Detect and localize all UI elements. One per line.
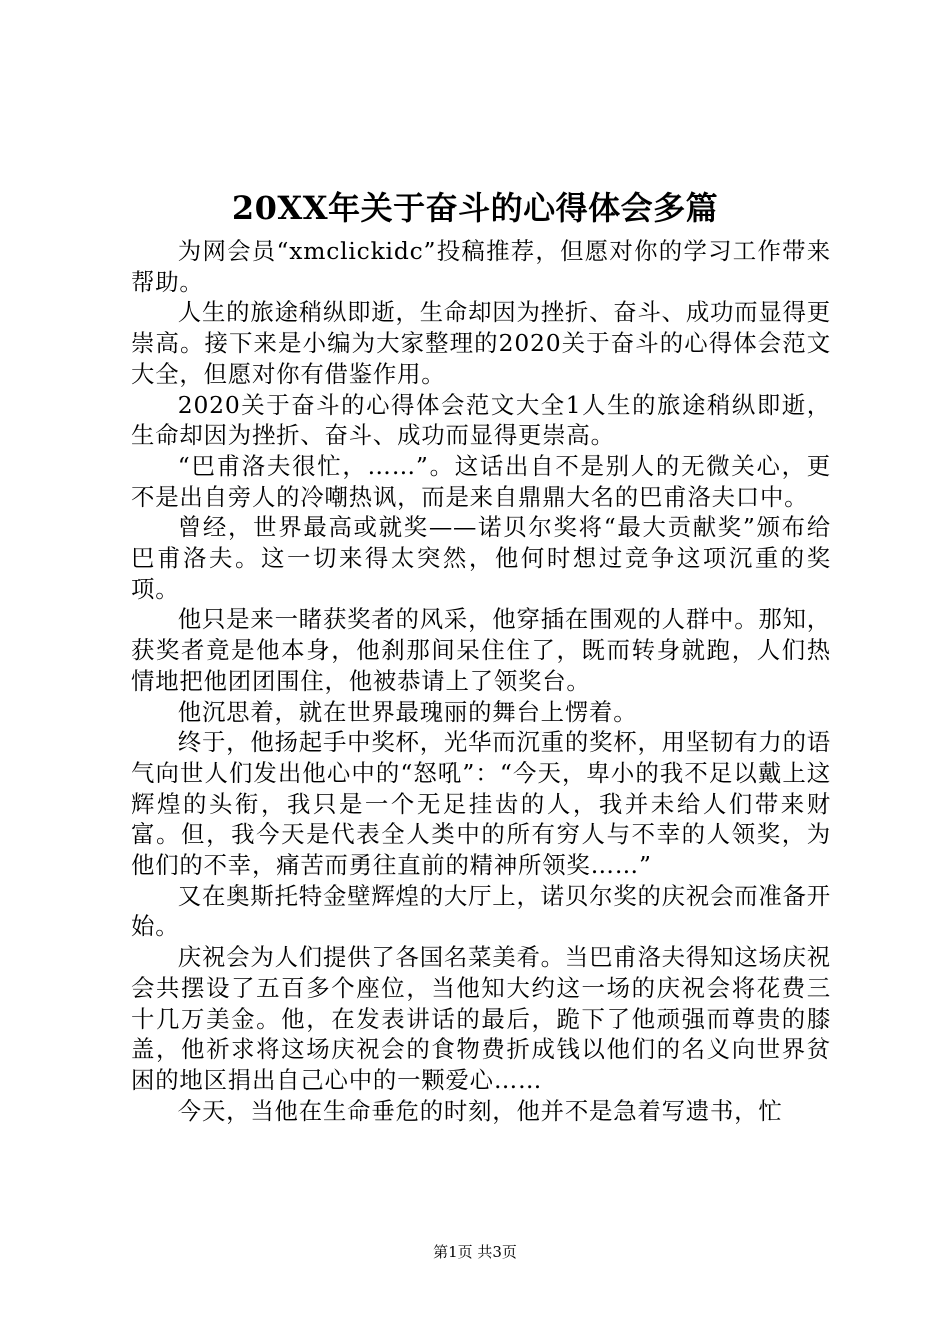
paragraph: 曾经，世界最高或就奖——诺贝尔奖将“最大贡献奖”颁布给巴甫洛夫。这一切来得太突然，他何时想过竞争这项沉重的奖项。 [131, 513, 831, 603]
paragraph: 又在奥斯托特金壁辉煌的大厅上，诺贝尔奖的庆祝会而准备开始。 [131, 881, 831, 941]
paragraph: 他只是来一睹获奖者的风采，他穿插在围观的人群中。那知，获奖者竟是他本身，他刹那间呆住住了，既而转身就跑，人们热情地把他团团围住，他被恭请上了领奖台。 [131, 605, 831, 695]
paragraph: 2020关于奋斗的心得体会范文大全1人生的旅途稍纵即逝，生命却因为挫折、奋斗、成功而显得更崇高。 [131, 390, 831, 450]
paragraph: 今天，当他在生命垂危的时刻，他并不是急着写遗书，忙 [177, 1096, 783, 1125]
document-body [131, 236, 831, 1126]
paragraph: 他沉思着，就在世界最瑰丽的舞台上愣着。 [177, 697, 638, 726]
paragraph: “巴甫洛夫很忙，……”。这话出自不是别人的无微关心，更不是出自旁人的冷嘲热讽，而是来自鼎鼎大名的巴甫洛夫口中。 [131, 451, 831, 511]
page-footer: 第1页 共3页 [433, 1243, 517, 1261]
paragraph: 终于，他扬起手中奖杯，光华而沉重的奖杯，用坚韧有力的语气向世人们发出他心中的“怒吼”：“今天，卑小的我不足以戴上这辉煌的头衔，我只是一个无足挂齿的人，我并未给人们带来财富。但，我今天是代表全人类中的所有穷人与不幸的人领奖，为他们的不幸，痛苦而勇往直前的精神所领奖……” [131, 728, 831, 880]
paragraph: 人生的旅途稍纵即逝，生命却因为挫折、奋斗、成功而显得更崇高。接下来是小编为大家整理的2020关于奋斗的心得体会范文大全，但愿对你有借鉴作用。 [131, 298, 831, 388]
document-title: 20XX年关于奋斗的心得体会多篇 [231, 189, 719, 227]
paragraph: 为网会员“xmclickidc”投稿推荐，但愿对你的学习工作带来帮助。 [131, 237, 831, 296]
paragraph: 庆祝会为人们提供了各国名菜美肴。当巴甫洛夫得知这场庆祝会共摆设了五百多个座位，当他知大约这一场的庆祝会将花费三十几万美金。他，在发表讲话的最后，跪下了他顽强而尊贵的膝盖，他祈求将这场庆祝会的食物费折成钱以他们的名义向世界贫困的地区捐出自己心中的一颗爱心…… [131, 943, 831, 1094]
